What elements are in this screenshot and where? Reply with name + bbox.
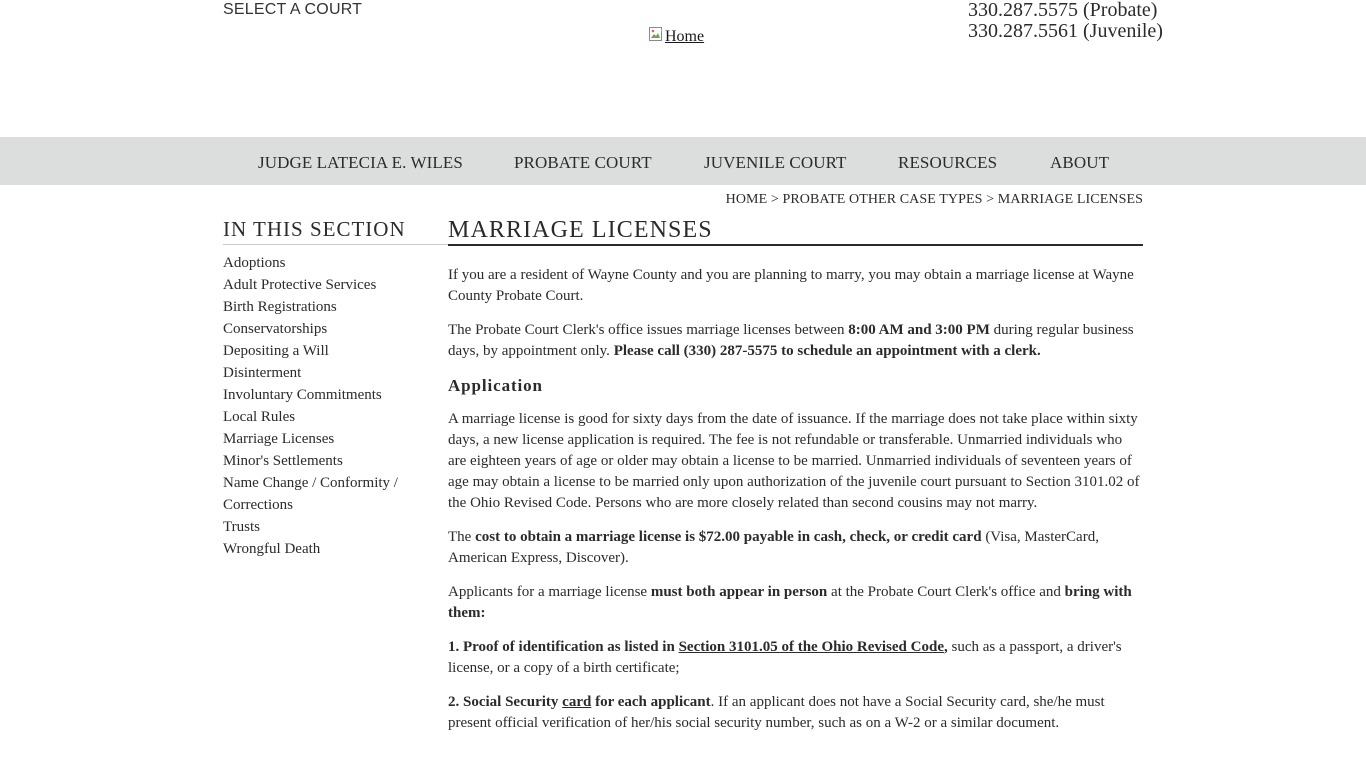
sidebar-item xyxy=(223,428,448,450)
sidebar-item xyxy=(223,538,448,560)
breadcrumb-separator: > xyxy=(982,192,998,207)
social-security-card-link[interactable]: card xyxy=(562,694,592,710)
sidebar-item xyxy=(223,516,448,538)
application-heading: Application xyxy=(448,376,543,395)
application-paragraph: A marriage license is good for sixty days from the date of issuance. If the marriage does not take place within sixty days, a new license application is required. The fee is not refundable or transferable. Unmarried individuals who are eighteen years of age or older may obtain a license to be married. Unmarried individuals of seventeen years of age may obtain a license to be married only upon authorization of the juvenile court pursuant to Section 3101.02 of the Ohio Revised Code. Persons who are more closely related than second cousins may not marry. xyxy=(448,411,1140,511)
cost-paragraph xyxy=(448,527,1143,569)
sidebar-item xyxy=(223,472,448,516)
breadcrumb xyxy=(726,192,1143,208)
sidebar-item-birth-registrations[interactable]: Birth Registrations xyxy=(223,299,337,315)
nav-juvenile-court[interactable]: JUVENILE COURT xyxy=(704,153,847,172)
sidebar-item xyxy=(223,318,448,340)
sidebar-item-trusts[interactable]: Trusts xyxy=(223,519,260,535)
page-title: MARRIAGE LICENSES xyxy=(448,217,1143,246)
site-header xyxy=(0,0,1366,137)
sidebar-item xyxy=(223,340,448,362)
appear-text-2: at the Probate Court Clerk's office and xyxy=(827,584,1065,600)
hours-time: 8:00 AM and 3:00 PM xyxy=(848,322,990,338)
breadcrumb-parent[interactable]: PROBATE OTHER CASE TYPES xyxy=(782,192,983,207)
appear-paragraph xyxy=(448,582,1143,624)
requirement-ssn xyxy=(448,692,1143,734)
requirement-ssn-label-2: for each applicant xyxy=(591,694,711,710)
sidebar-heading: IN THIS SECTION xyxy=(223,217,448,245)
hours-text: The Probate Court Clerk's office issues marriage licenses between xyxy=(448,322,849,338)
breadcrumb-home[interactable]: HOME xyxy=(725,192,768,207)
cost-amount: cost to obtain a marriage license is $72.00 payable in cash, check, or credit card xyxy=(475,529,982,545)
breadcrumb-separator: > xyxy=(767,192,783,207)
nav-probate-court[interactable]: PROBATE COURT xyxy=(514,153,652,172)
nav-judge[interactable]: JUDGE LATECIA E. WILES xyxy=(258,153,463,172)
sidebar-item xyxy=(223,362,448,384)
home-logo-link[interactable] xyxy=(648,28,704,46)
sidebar-item-adult-protective-services[interactable]: Adult Protective Services xyxy=(223,277,377,293)
appear-in-person: must both appear in person xyxy=(650,584,828,600)
cost-cards: (Visa, MasterCard, American Express, Discover). xyxy=(448,529,1099,566)
logo-alt-text: Home xyxy=(665,28,705,45)
sidebar-item-wrongful-death[interactable]: Wrongful Death xyxy=(223,541,321,557)
nav-resources[interactable]: RESOURCES xyxy=(898,153,998,172)
main-content xyxy=(448,217,1143,734)
select-court-link[interactable]: SELECT A COURT xyxy=(223,1,363,18)
bring-with-them: bring with them: xyxy=(448,584,1132,621)
appointment-note: Please call (330) 287-5575 to schedule an appointment with a clerk. xyxy=(613,343,1041,359)
nav-about[interactable]: ABOUT xyxy=(1050,153,1110,172)
main-nav xyxy=(0,137,1366,185)
sidebar-item-adoptions[interactable]: Adoptions xyxy=(223,255,286,271)
requirement-id xyxy=(448,637,1143,679)
requirement-id-comma: , xyxy=(943,639,948,655)
sidebar-list xyxy=(223,252,448,560)
sidebar-item xyxy=(223,450,448,472)
sidebar-item-depositing-a-will[interactable]: Depositing a Will xyxy=(223,343,329,359)
requirement-id-text: such as a passport, a driver's license, or a copy of a birth certificate; xyxy=(448,639,1122,676)
breadcrumb-current: MARRIAGE LICENSES xyxy=(997,192,1143,207)
sidebar-item-conservatorships[interactable]: Conservatorships xyxy=(223,321,328,337)
sidebar-item-marriage-licenses[interactable]: Marriage Licenses xyxy=(223,431,335,447)
broken-image-icon xyxy=(648,26,664,42)
sidebar-item-name-change[interactable]: Name Change / Conformity / Corrections xyxy=(223,475,398,513)
requirement-ssn-text: . If an applicant does not have a Social Security card, she/he must present official verification of her/his social security number, such as on a W-2 or a similar document. xyxy=(448,694,1105,731)
sidebar-item-disinterment[interactable]: Disinterment xyxy=(223,365,302,381)
cost-text: The xyxy=(448,529,476,545)
phone-probate: 330.287.5575 (Probate) xyxy=(968,0,1158,21)
ohio-revised-code-link[interactable]: Section 3101.05 of the Ohio Revised Code xyxy=(678,639,944,655)
sidebar-item-involuntary-commitments[interactable]: Involuntary Commitments xyxy=(223,387,382,403)
intro-paragraph: If you are a resident of Wayne County and you are planning to marry, you may obtain a marriage license at Wayne County Probate Court. xyxy=(448,267,1134,304)
hours-paragraph xyxy=(448,320,1143,362)
appear-text: Applicants for a marriage license xyxy=(448,584,651,600)
sidebar-item xyxy=(223,252,448,274)
sidebar-item xyxy=(223,384,448,406)
phone-numbers xyxy=(968,0,1163,42)
sidebar-item-minors-settlements[interactable]: Minor's Settlements xyxy=(223,453,343,469)
hours-text-2: during regular business days, by appointment only. xyxy=(448,322,1134,359)
sidebar-item xyxy=(223,296,448,318)
phone-juvenile: 330.287.5561 (Juvenile) xyxy=(968,20,1163,42)
requirement-id-label: 1. Proof of identification as listed in xyxy=(448,639,679,655)
section-sidebar xyxy=(223,217,448,560)
sidebar-item xyxy=(223,274,448,296)
requirement-ssn-label: 2. Social Security xyxy=(448,694,563,710)
sidebar-item-local-rules[interactable]: Local Rules xyxy=(223,409,296,425)
sidebar-item xyxy=(223,406,448,428)
